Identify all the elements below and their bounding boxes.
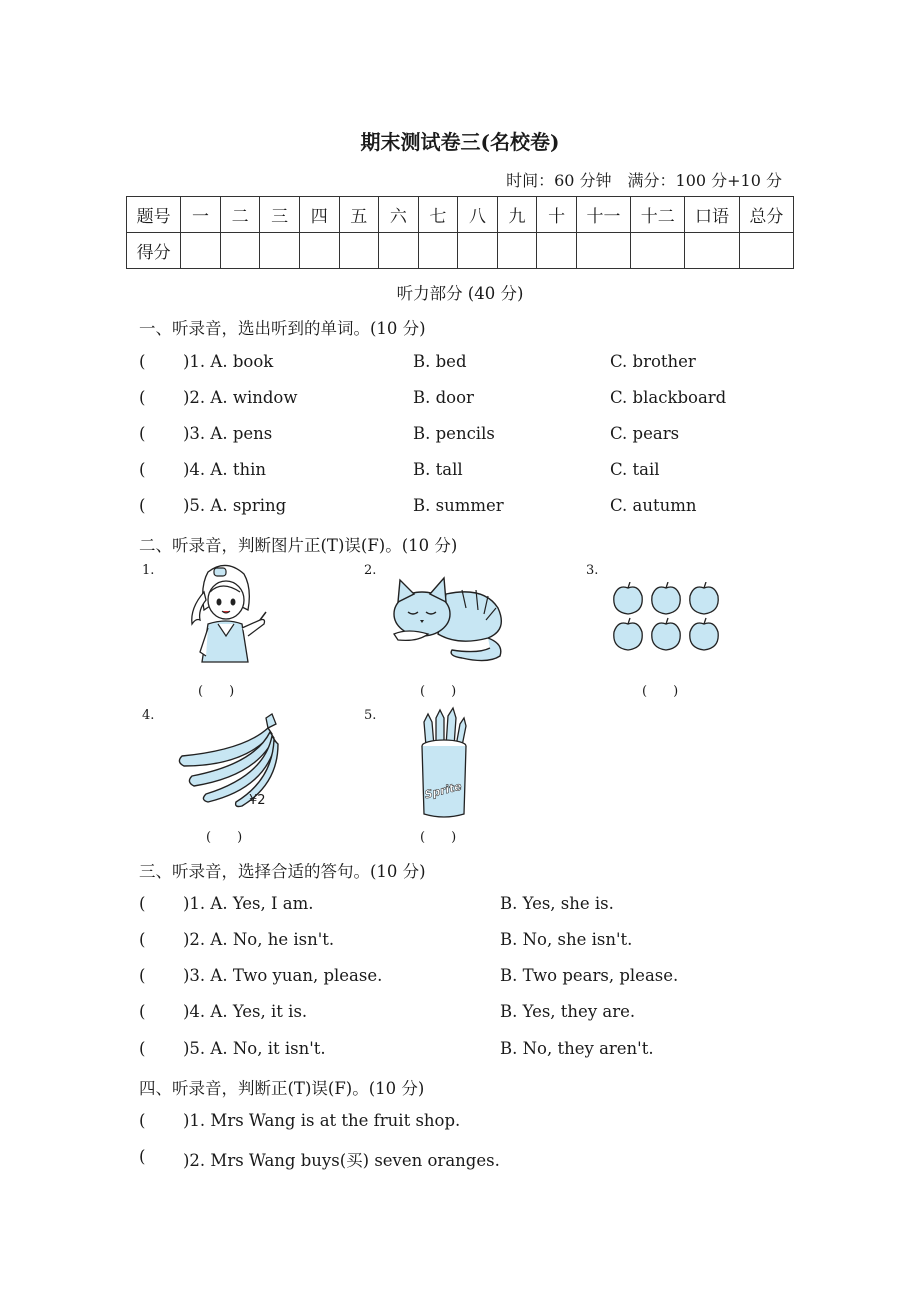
s1-item5-option-c: C. autumn: [610, 496, 697, 515]
s3-item1-option-a: )1. A. Yes, I am.: [183, 894, 314, 913]
picture-1-number: 1.: [142, 563, 155, 578]
bananas-icon: [174, 710, 284, 810]
picture-2-answer-paren[interactable]: ( ): [420, 684, 457, 699]
header-cell: 七: [418, 197, 458, 233]
s1-item5-option-a: )5. A. spring: [183, 496, 287, 515]
header-cell: 八: [458, 197, 498, 233]
header-cell: 十二: [631, 197, 685, 233]
answer-paren[interactable]: (: [139, 1111, 146, 1130]
section4-heading: 四、听录音，判断正(T)误(F)。(10 分): [139, 1079, 425, 1098]
header-cell: 十: [537, 197, 577, 233]
picture-5-answer-paren[interactable]: ( ): [420, 830, 457, 845]
answer-paren[interactable]: (: [139, 388, 146, 407]
s1-item2-option-b: B. door: [413, 388, 474, 407]
answer-paren[interactable]: (: [139, 894, 146, 913]
score-cell[interactable]: [181, 233, 221, 269]
score-cell[interactable]: [418, 233, 458, 269]
s3-item4-option-a: )4. A. Yes, it is.: [183, 1002, 308, 1021]
answer-paren[interactable]: (: [139, 1002, 146, 1021]
s3-item3-option-b: B. Two pears, please.: [500, 966, 679, 985]
answer-paren[interactable]: (: [139, 496, 146, 515]
s1-item3-option-b: B. pencils: [413, 424, 495, 443]
listening-heading: 听力部分 (40 分): [396, 284, 524, 303]
cup-label: Sprite: [423, 779, 464, 802]
section1-heading: 一、听录音，选出听到的单词。(10 分): [139, 319, 426, 338]
s3-item5-option-a: )5. A. No, it isn't.: [183, 1039, 326, 1058]
header-cell: 九: [497, 197, 537, 233]
s3-item3-option-a: )3. A. Two yuan, please.: [183, 966, 383, 985]
s1-item4-option-c: C. tail: [610, 460, 660, 479]
score-cell[interactable]: [339, 233, 379, 269]
picture-5-number: 5.: [364, 708, 377, 723]
s4-item1-statement: )1. Mrs Wang is at the fruit shop.: [183, 1111, 461, 1130]
header-cell: 总分: [739, 197, 793, 233]
s1-item2-option-a: )2. A. window: [183, 388, 298, 407]
header-cell: 十一: [576, 197, 630, 233]
answer-paren[interactable]: (: [139, 966, 146, 985]
s3-item4-option-b: B. Yes, they are.: [500, 1002, 636, 1021]
picture-4-answer-paren[interactable]: ( ): [206, 830, 243, 845]
section2-heading: 二、听录音，判断图片正(T)误(F)。(10 分): [139, 536, 458, 555]
exam-meta: 时间：60 分钟 满分：100 分+10 分: [506, 171, 782, 190]
s1-item4-option-b: B. tall: [413, 460, 463, 479]
header-cell: 六: [379, 197, 419, 233]
score-cell[interactable]: [685, 233, 739, 269]
header-cell: 二: [220, 197, 260, 233]
score-cell[interactable]: [537, 233, 577, 269]
picture-4-number: 4.: [142, 708, 155, 723]
s1-item1-option-a: )1. A. book: [183, 352, 274, 371]
score-cell[interactable]: [739, 233, 793, 269]
header-cell: 一: [181, 197, 221, 233]
header-cell: 三: [260, 197, 300, 233]
answer-paren[interactable]: (: [139, 460, 146, 479]
section3-heading: 三、听录音，选择合适的答句。(10 分): [139, 862, 426, 881]
header-cell: 四: [299, 197, 339, 233]
s1-item2-option-c: C. blackboard: [610, 388, 727, 407]
score-cell[interactable]: [458, 233, 498, 269]
score-cell[interactable]: [299, 233, 339, 269]
s1-item3-option-a: )3. A. pens: [183, 424, 273, 443]
banana-price-tag: ¥2: [249, 793, 266, 808]
s1-item1-option-b: B. bed: [413, 352, 467, 371]
score-cell[interactable]: [260, 233, 300, 269]
s1-item5-option-b: B. summer: [413, 496, 504, 515]
s3-item1-option-b: B. Yes, she is.: [500, 894, 614, 913]
s3-item5-option-b: B. No, they aren't.: [500, 1039, 654, 1058]
score-cell[interactable]: [220, 233, 260, 269]
girl-icon: [178, 562, 274, 668]
cat-icon: [388, 572, 510, 664]
s3-item2-option-b: B. No, she isn't.: [500, 930, 633, 949]
header-cell: 口语: [685, 197, 739, 233]
s4-item2-statement: )2. Mrs Wang buys(买) seven oranges.: [183, 1151, 500, 1170]
answer-paren[interactable]: (: [139, 1147, 146, 1166]
page-title: 期末测试卷三(名校卷): [360, 130, 560, 154]
s1-item4-option-a: )4. A. thin: [183, 460, 266, 479]
answer-paren[interactable]: (: [139, 1039, 146, 1058]
score-cell[interactable]: [631, 233, 685, 269]
score-table-header-row: [127, 197, 794, 233]
score-table-score-row: [127, 233, 794, 269]
header-cell: 五: [339, 197, 379, 233]
picture-3-number: 3.: [586, 563, 599, 578]
s1-item1-option-c: C. brother: [610, 352, 696, 371]
answer-paren[interactable]: (: [139, 352, 146, 371]
picture-3-answer-paren[interactable]: ( ): [642, 684, 679, 699]
picture-2-number: 2.: [364, 563, 377, 578]
score-cell[interactable]: [576, 233, 630, 269]
header-cell: 题号: [127, 197, 181, 233]
score-cell[interactable]: [379, 233, 419, 269]
s3-item2-option-a: )2. A. No, he isn't.: [183, 930, 335, 949]
apples-icon: [610, 582, 726, 654]
pencil-cup-icon: [414, 706, 474, 820]
score-row-label: 得分: [127, 233, 181, 269]
picture-1-answer-paren[interactable]: ( ): [198, 684, 235, 699]
score-table: [126, 196, 794, 269]
answer-paren[interactable]: (: [139, 930, 146, 949]
answer-paren[interactable]: (: [139, 424, 146, 443]
s1-item3-option-c: C. pears: [610, 424, 680, 443]
score-cell[interactable]: [497, 233, 537, 269]
